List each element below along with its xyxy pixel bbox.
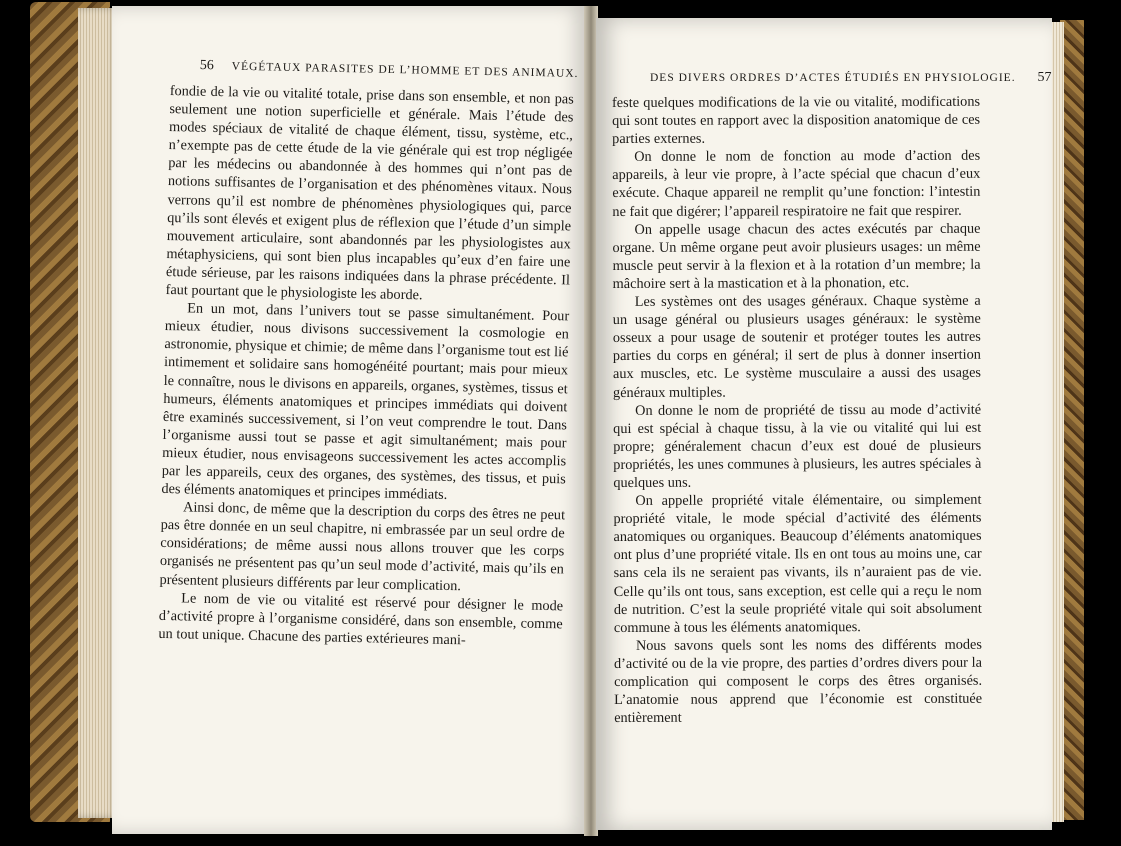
right-paragraph-5: On donne le nom de propriété de tissu au mode d’activité qui est spécial à chaque tissu, à la vie ou vitalité qui lui est propre; généralement chacun d’eux est doué de plusieurs propriétés, les unes communes à plusieurs, les autres spéciales à quelques uns. bbox=[613, 401, 982, 491]
left-page-number: 56 bbox=[199, 58, 214, 74]
right-running-head bbox=[650, 70, 1051, 86]
left-running-title: VÉGÉTAUX PARASITES DE L’HOMME ET DES ANIMAUX. bbox=[231, 60, 579, 80]
right-paragraph-7: Nous savons quels sont les noms des différents modes d’activité ou de la vie propre, des parties d’ordres divers pour la complication qui composent le corps des êtres organisés. L’anatomie nous apprend que l’économie est constituée entièrement bbox=[613, 636, 983, 727]
left-body-text bbox=[158, 82, 574, 651]
right-page-number: 57 bbox=[1037, 70, 1052, 85]
right-paragraph-2: On donne le nom de fonction au mode d’action des appareils, à leur vie propre, à l’acte spécial que chacun d’eux exécute. Chaque appareil ne remplit qu’une fonction: l’intestin ne fait que digérer; l’appareil respiratoire ne fait que respirer. bbox=[612, 147, 981, 220]
right-running-title: DES DIVERS ORDRES D’ACTES ÉTUDIÉS EN PHYSIOLOGIE. bbox=[650, 72, 1016, 84]
right-paragraph-3: On appelle usage chacun des actes exécutés par chaque organe. Un même organe peut avoir plusieurs usages: un même muscle peut servir à la flexion et à la rotation d’un membre; la mâchoire sert à la mastication et à la phonation, etc. bbox=[612, 220, 981, 292]
left-paragraph-3: Ainsi donc, de même que la description du corps des êtres ne peut pas être donnée en un seul chapitre, ni embrassée par un seul ordre de considérations; de même aussi nous allons trouver que les corps organisés ne présentent pas qu’un seul mode d’activité, mais qu’ils en présentent plusieurs différents par leur complication. bbox=[159, 499, 566, 594]
left-running-head bbox=[200, 58, 579, 82]
left-paragraph-1: fondie de la vie ou vitalité totale, prise dans son ensemble, et non pas seulement une notion superficielle et générale. Mais l’étude des modes spéciaux de vitalité de chaque élément, tissu, système, etc., n’exempte pas de cette étude de la vie générale qui est trop négligée par les médecins ou abandonnée à des hommes qui n’ont pas de notions suffisantes de l’organisation et des phénomènes vitaux. Nous verrons qu’il est nombre de phénomènes physiologiques qui, parce qu’ils sont élevés et exigent plus de réflexion que l’étude d’un simple mouvement articulaire, sont abandonnés par les physiologistes aux métaphysiciens, qui sont bien plus incapables qu’eux d’en faire une étude sérieuse, par les raisons indiquées dans la phrase précédente. Il faut pourtant que le physiologiste les aborde. bbox=[165, 82, 574, 304]
left-paragraph-2: En un mot, dans l’univers tout se passe simultanément. Pour mieux étudier, nous divisons successivement la cosmologie en astronomie, physique et chimie; de même dans l’organisme tout est lié intimement et solidaire sans homogénéité pourtant; mais pour mieux le connaître, nous le divisons en appareils, organes, systèmes, tissus et humeurs, éléments anatomiques et principes immédiats qui doivent être examinés successivement, si l’on veut comprendre le tout. Dans l’organisme aussi tout se passe et agit simultanément; mais pour mieux étudier, nous envisageons successivement les actes accomplis par les appareils, ceux des organes, des systèmes, des tissus, et puis des éléments anatomiques et principes immédiats. bbox=[161, 300, 570, 503]
right-body-text bbox=[612, 93, 982, 728]
right-paragraph-4: Les systèmes ont des usages généraux. Chaque système a un usage général ou plusieurs usages généraux: le système osseux a pour usage de soutenir et protéger toutes les autres parties du corps en général; il sert de plus à donner insertion aux muscles, etc. Le système musculaire a aussi des usages généraux multiples. bbox=[612, 292, 982, 401]
right-paragraph-6: On appelle propriété vitale élémentaire, ou simplement propriété vitale, le mode spécial d’activité des éléments anatomiques ou organiques. Beaucoup d’éléments anatomiques ont plus d’une propriété vitale. Ils en ont tous au moins une, car sans cela ils ne seraient pas vivants, ils n’auraient pas de vie. Celle qu’ils ont tous, sans exception, est celle qui a reçu le nom de nutrition. C’est la seule propriété vitale qui soit absolument commune à tous les éléments anatomiques. bbox=[613, 491, 982, 636]
right-page bbox=[596, 18, 1052, 830]
left-paragraph-4: Le nom de vie ou vitalité est réservé pour désigner le mode d’activité propre à l’organisme considéré, dans son ensemble, comme un tout unique. Chacune des parties extérieures mani- bbox=[158, 589, 564, 649]
left-page bbox=[112, 6, 586, 834]
right-paragraph-1: feste quelques modifications de la vie ou vitalité, modifications qui sont toutes en rapport avec la disposition anatomique de ces parties externes. bbox=[612, 93, 981, 148]
